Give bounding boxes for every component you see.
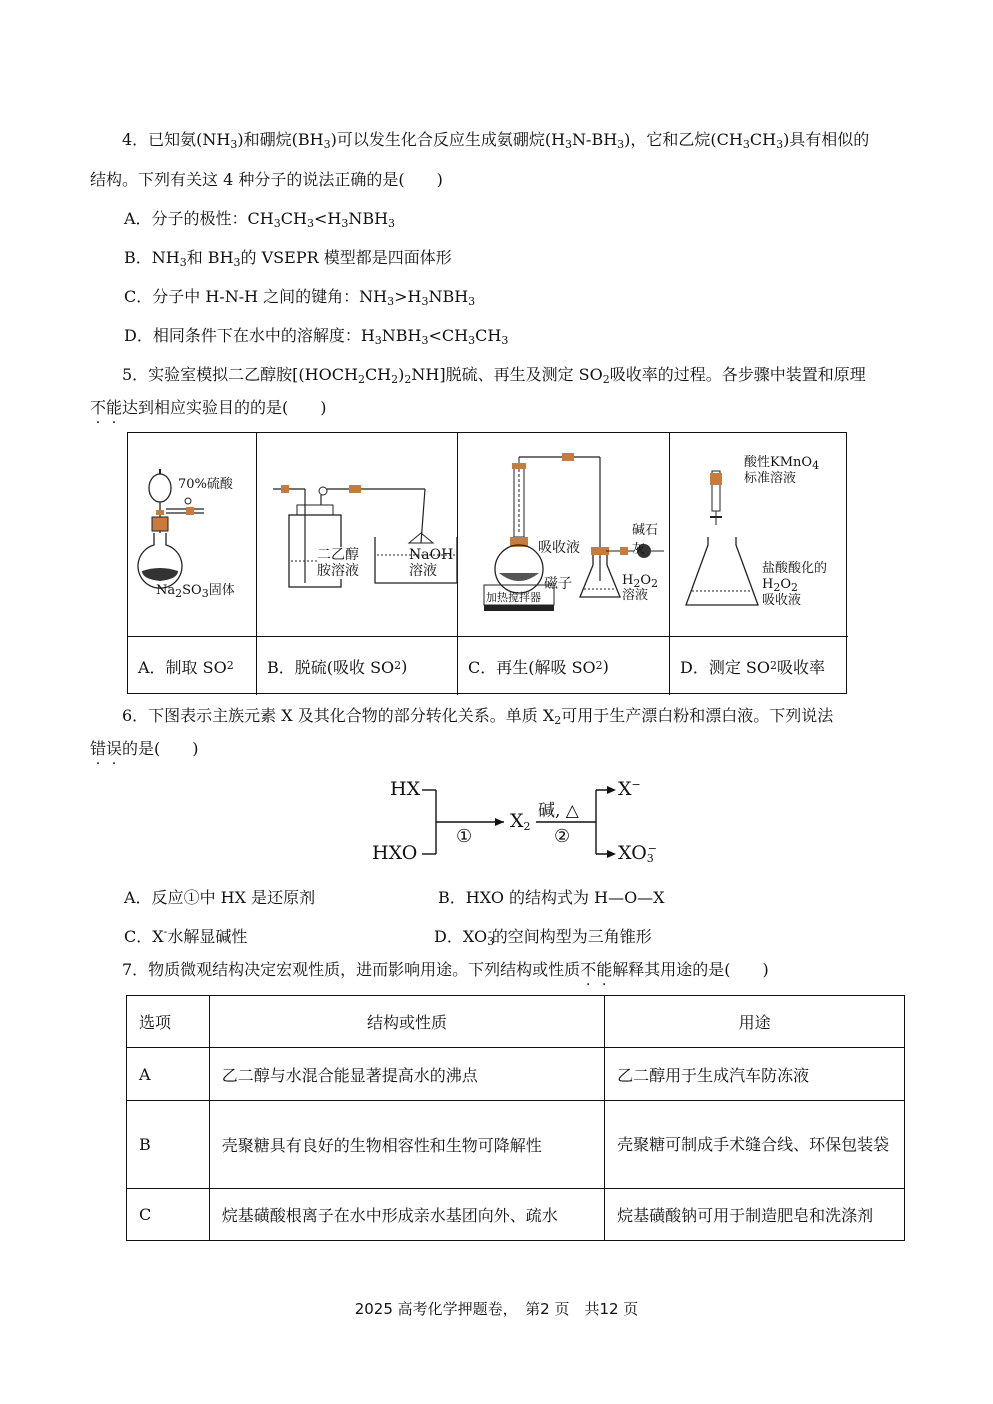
label-magnet: 磁子 bbox=[544, 576, 572, 592]
label-naoh-solution: NaOH 溶液 bbox=[409, 547, 454, 579]
q5-line1: 5．实验室模拟二乙醇胺$[(HOCH_2CH_2)_2NH]$脱硫、再生及测定 $SO_2$吸收率的过程。各步骤中装置和原理 bbox=[122, 365, 866, 386]
cell-use: 乙二醇用于生成汽车防冻液 bbox=[605, 1048, 905, 1101]
cell-property: 壳聚糖具有良好的生物相容性和生物可降解性 bbox=[209, 1101, 604, 1189]
q5-line2: 不能达到相应实验目的的是( ) bbox=[90, 398, 327, 417]
q6-option-a: A．反应①中 HX 是还原剂 bbox=[124, 888, 316, 907]
apparatus-cell-c bbox=[458, 433, 670, 695]
label-na2so3-solid: $Na_2SO_3$固体 bbox=[156, 583, 235, 600]
cell-option: A bbox=[127, 1048, 210, 1101]
cell-property: 乙二醇与水混合能显著提高水的沸点 bbox=[209, 1048, 604, 1101]
cell-use bbox=[605, 1101, 905, 1189]
caption-a: A．制取 SO 2 bbox=[128, 636, 256, 695]
apparatus-table bbox=[127, 432, 847, 694]
cell-use: 烷基磺酸钠可用于制造肥皂和洗涤剂 bbox=[605, 1189, 905, 1241]
caption-c: C．再生(解吸 SO 2 ) bbox=[458, 636, 669, 695]
table-row bbox=[127, 1101, 905, 1189]
diagram-step2: ② bbox=[554, 826, 571, 847]
header-structure-property: 结构或性质 bbox=[209, 996, 604, 1048]
label-h2o2-solution: $H_2O_2$ 溶液 bbox=[622, 573, 659, 603]
diagram-hx: HX bbox=[390, 778, 421, 800]
q4-option-c: C．分子中 H-N-H 之间的键角：$NH_3>H_3NBH_3$ bbox=[124, 287, 476, 308]
structure-use-table bbox=[126, 995, 905, 1241]
table-row bbox=[127, 1048, 905, 1101]
emphasis-not-able: 不能 bbox=[90, 398, 123, 417]
label-absorbent-c: 吸收液 bbox=[538, 540, 580, 556]
diagram-x2: $X_2$ bbox=[510, 810, 531, 833]
apparatus-cell-a bbox=[128, 433, 257, 695]
apparatus-b-drawing bbox=[257, 433, 458, 637]
q4-line1: 4．已知氨$(NH_3)$和硼烷$(BH_3)$可以发生化合反应生成氨硼烷$(H_3N-BH_3)$，它和乙烷$(CH_3CH_3)$具有相似的 bbox=[122, 130, 870, 151]
diagram-step1: ① bbox=[456, 826, 473, 847]
caption-d: D．测定 SO 2 吸收率 bbox=[670, 636, 848, 695]
diagram-xo3-minus: $XO_3^-$ bbox=[618, 842, 657, 865]
q6-option-c: C．X-水解显碱性 bbox=[124, 925, 248, 946]
label-heating-stirrer: 加热搅拌器 bbox=[486, 591, 541, 604]
apparatus-cell-d bbox=[670, 433, 848, 695]
diagram-x-minus: X− bbox=[618, 778, 641, 800]
table-row bbox=[127, 1189, 905, 1241]
cell-use-text: 壳聚糖可制成手术缝合线、环保包装袋 bbox=[617, 1134, 890, 1154]
cell-option: C bbox=[127, 1189, 210, 1241]
emphasis-wrong: 错误 bbox=[90, 739, 123, 758]
q6-line2: 错误的是( ) bbox=[90, 739, 199, 758]
label-diethanolamine-solution: 二乙醇 胺溶液 bbox=[317, 547, 359, 579]
q4-option-b: B．$NH_3$和 $BH_3$的 VSEPR 模型都是四面体形 bbox=[124, 248, 452, 269]
cell-property: 烷基磺酸根离子在水中形成亲水基团向外、疏水 bbox=[209, 1189, 604, 1241]
q6-option-b: B．HXO 的结构式为 H—O—X bbox=[438, 888, 665, 907]
q7-line1: 7．物质微观结构决定宏观性质，进而影响用途。下列结构或性质不能解释其用途的是( ) bbox=[122, 960, 769, 979]
q6-option-d: D．$XO_3^-$的空间构型为三角锥形 bbox=[434, 925, 652, 948]
diagram-condition: 碱, △ bbox=[538, 801, 579, 821]
q4-option-a: A．分子的极性：$CH_3CH_3<H_3NBH_3$ bbox=[124, 209, 396, 230]
label-soda-lime: 碱石灰 bbox=[632, 523, 659, 557]
diagram-hxo: HXO bbox=[372, 842, 418, 864]
label-kmno4-standard: 酸性KMnO$_4$ 标准溶液 bbox=[744, 455, 820, 486]
header-use: 用途 bbox=[605, 996, 905, 1048]
q4-option-d: D．相同条件下在水中的溶解度：$H_3NBH_3<CH_3CH_3$ bbox=[124, 326, 509, 347]
label-acidified-h2o2: 盐酸酸化的 $H_2O_2$ 吸收液 bbox=[762, 561, 828, 608]
label-70-sulfuric-acid: 70%硫酸 bbox=[178, 477, 233, 492]
page-footer: 2025 高考化学押题卷， 第2 页 共12 页 bbox=[354, 1300, 639, 1318]
conversion-diagram bbox=[360, 770, 680, 874]
emphasis-cannot: 不能 bbox=[580, 960, 613, 979]
header-option: 选项 bbox=[127, 996, 210, 1048]
apparatus-cell-b bbox=[257, 433, 458, 695]
caption-b: B．脱硫(吸收 SO 2 ) bbox=[257, 636, 457, 695]
q6-line1: 6．下图表示主族元素 X 及其化合物的部分转化关系。单质 $X_2$可用于生产漂白粉和漂白液。下列说法 bbox=[122, 706, 834, 727]
table-header-row bbox=[127, 996, 905, 1048]
q4-line2: 结构。下列有关这 4 种分子的说法正确的是( ) bbox=[90, 170, 443, 189]
cell-option: B bbox=[127, 1101, 210, 1189]
apparatus-a-drawing bbox=[128, 433, 257, 637]
